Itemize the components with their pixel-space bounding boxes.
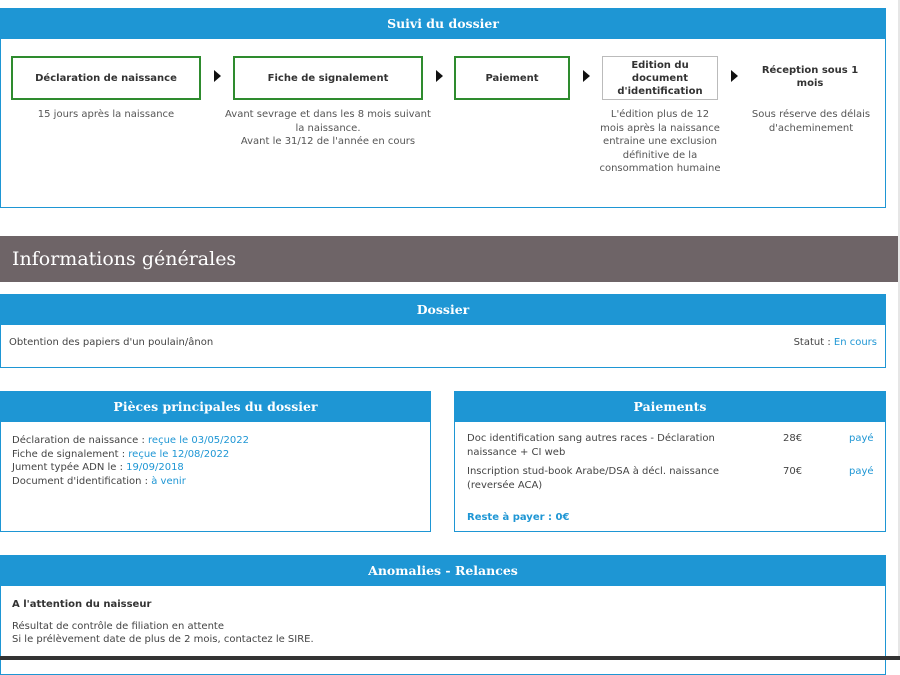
reste-a-payer: Reste à payer : 0€ [467,512,570,523]
step-label: Edition du document d'identification [617,59,703,97]
step-label: Réception sous 1 mois [761,65,859,89]
anomaly-line: Si le prélèvement date de plus de 2 mois, contactez le SIRE. [12,634,314,645]
step-arrow-icon [436,70,443,82]
piece-item [12,475,249,489]
suivi-title: Suivi du dossier [1,9,885,39]
anomalies-body [12,598,314,647]
payment-status: payé [849,466,874,477]
piece-value: reçue le 03/05/2022 [148,435,249,446]
payment-row [467,465,887,498]
step-edition [602,56,718,100]
status-label: Statut : [793,337,831,348]
piece-label: Déclaration de naissance : [12,435,145,446]
step-fiche [233,56,423,100]
anomalies-subtitle: A l'attention du naisseur [12,599,152,610]
piece-label: Document d'identification : [12,475,149,487]
payment-row [467,432,887,465]
step-paiement [454,56,570,100]
step-reception [748,56,872,100]
payment-amount: 70€ [783,466,803,477]
pieces-list [12,434,249,488]
anomaly-line: Résultat de contrôle de filiation en attente [12,620,224,632]
piece-value: à venir [151,475,186,487]
general-section-header: Informations générales [0,236,898,282]
payment-description: Doc identification sang autres races - Déclaration naissance + CI web [467,433,715,458]
payment-amount: 28€ [783,433,803,444]
anomalies-title: Anomalies - Relances [1,556,885,586]
payment-description: Inscription stud-book Arabe/DSA à décl. naissance (reversée ACA) [467,466,719,491]
step-arrow-icon [583,70,590,82]
piece-value: reçue le 12/08/2022 [128,448,230,460]
step-desc-edition: L'édition plus de 12 mois après la naissance entraine une exclusion définitive de la consommation humaine [599,109,721,174]
step-label: Paiement [485,72,539,84]
step-label: Déclaration de naissance [35,72,177,84]
dossier-panel [0,294,886,368]
step-desc-fiche [223,108,433,149]
step-arrow-icon [214,70,221,82]
piece-value: 19/09/2018 [126,462,184,473]
dossier-description: Obtention des papiers d'un poulain/ânon [9,337,214,348]
step-label: Fiche de signalement [267,72,389,84]
bottom-edge-bar [0,656,900,660]
piece-item [12,461,249,475]
pieces-title: Pièces principales du dossier [1,392,430,422]
step-desc-reception: Sous réserve des délais d'acheminement [751,109,871,134]
payment-status: payé [849,433,874,444]
payments-table [467,432,887,498]
step-arrow-icon [731,70,738,82]
dossier-title: Dossier [1,295,885,325]
step-declaration [11,56,201,100]
status-value: En cours [833,337,877,348]
step-desc-fiche-text: Avant sevrage et dans les 8 mois suivant la naissance. Avant le 31/12 de l'année en cours [225,109,431,147]
pieces-panel [0,391,431,532]
paiements-title: Paiements [455,392,885,422]
dossier-status [794,337,877,348]
piece-item [12,434,249,448]
piece-label: Fiche de signalement : [12,448,126,460]
piece-item [12,448,249,462]
piece-label: Jument typée ADN le : [12,462,123,473]
paiements-panel [454,391,886,532]
step-desc-declaration: 15 jours après la naissance [37,109,175,120]
